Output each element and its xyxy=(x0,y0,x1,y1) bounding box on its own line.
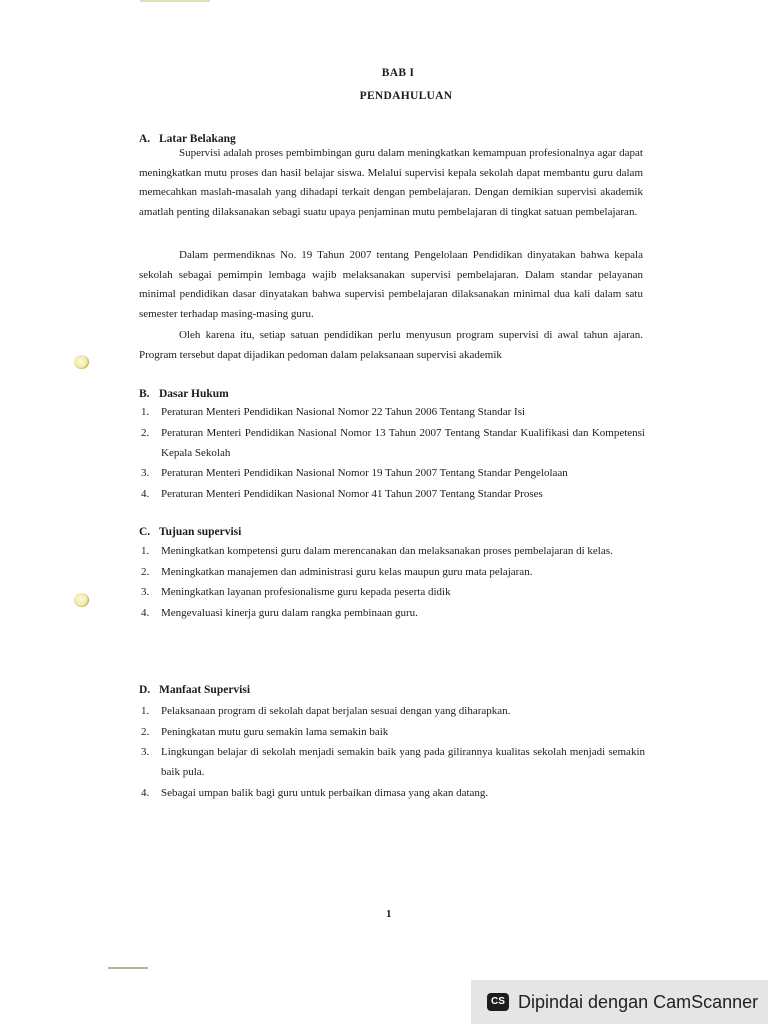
list-item-text: Meningkatkan kompetensi guru dalam merencanakan dan melaksanakan proses pembelajaran di kelas. xyxy=(161,545,613,557)
list-item xyxy=(139,484,645,504)
list-item xyxy=(139,582,645,602)
list-number: 2. xyxy=(141,725,150,738)
list-item-text: Peningkatan mutu guru semakin lama semakin baik xyxy=(161,725,389,738)
page-number: 1 xyxy=(386,908,392,920)
list-item xyxy=(139,783,645,803)
section-letter: A. xyxy=(139,133,151,145)
list-item-text: Meningkatkan manajemen dan administrasi guru kelas maupun guru mata pelajaran. xyxy=(161,565,533,578)
list-number: 4. xyxy=(141,487,150,500)
section-title: Dasar Hukum xyxy=(159,388,229,400)
list-number: 3. xyxy=(141,586,150,598)
section-letter: D. xyxy=(139,684,151,696)
list-number: 2. xyxy=(141,426,150,439)
section-title: Tujuan supervisi xyxy=(159,526,242,538)
list-number: 3. xyxy=(141,467,150,479)
list-number: 4. xyxy=(141,786,150,799)
list-item-text: Mengevaluasi kinerja guru dalam rangka pembinaan guru. xyxy=(161,606,418,619)
scan-mark xyxy=(140,0,210,2)
dasar-hukum-list xyxy=(139,402,645,504)
list-item xyxy=(139,603,645,623)
list-item-text: Lingkungan belajar di sekolah menjadi semakin baik yang pada gilirannya kualitas sekolah menjadi semakin baik pula. xyxy=(161,746,645,778)
list-item-text: Peraturan Menteri Pendidikan Nasional Nomor 41 Tahun 2007 Tentang Standar Proses xyxy=(161,487,543,500)
list-item-text: Meningkatkan layanan profesionalisme guru kepada peserta didik xyxy=(161,586,451,598)
section-title: Manfaat Supervisi xyxy=(159,684,251,696)
list-item xyxy=(139,701,645,721)
list-item-text: Peraturan Menteri Pendidikan Nasional Nomor 22 Tahun 2006 Tentang Standar Isi xyxy=(161,406,526,418)
watermark-text: Dipindai dengan CamScanner xyxy=(518,991,759,1012)
paragraph: Dalam permendiknas No. 19 Tahun 2007 tentang Pengelolaan Pendidikan dinyatakan bahwa kepala sekolah sebagai pemimpin lembaga wajib melaksanakan supervisi pembelajaran. Dalam standar pelayanan minimal pendidikan dasar dinyatakan bahwa supervisi pembelajaran dilaksanakan minimal dua kali dalam satu semester terhadap masing-masing guru. xyxy=(139,249,643,320)
list-number: 4. xyxy=(141,606,150,619)
punch-hole xyxy=(74,355,89,369)
list-number: 2. xyxy=(141,565,150,578)
section-heading-dasar-hukum xyxy=(139,388,229,400)
section-title: Latar Belakang xyxy=(159,133,236,145)
paragraph: Oleh karena itu, setiap satuan pendidikan perlu menyusun program supervisi di awal tahun ajaran. Program tersebut dapat dijadikan pedoman dalam pelaksanaan supervisi akademik xyxy=(139,329,643,361)
section-heading-manfaat-supervisi xyxy=(139,684,250,696)
camscanner-logo-icon: CS xyxy=(487,993,509,1011)
manfaat-supervisi-list xyxy=(139,701,645,803)
camscanner-watermark xyxy=(471,980,768,1024)
list-item xyxy=(139,402,645,422)
tujuan-supervisi-list xyxy=(139,541,645,623)
list-item-text: Sebagai umpan balik bagi guru untuk perbaikan dimasa yang akan datang. xyxy=(161,786,489,799)
paragraph: Supervisi adalah proses pembimbingan guru dalam meningkatkan kemampuan profesionalnya agar dapat meningkatkan mutu proses dan hasil belajar siswa. Melalui supervisi kepala sekolah dapat membantu guru dalam memecahkan maslah-masalah yang dihadapi terkait dengan pembelajaran. Dengan demikian supervisi akademik amatlah penting dilaksanakan sebagi suatu upaya penjaminan mutu pembelajaran di tingkat satuan pembelajaran. xyxy=(139,147,643,218)
list-item-text: Peraturan Menteri Pendidikan Nasional Nomor 19 Tahun 2007 Tentang Standar Pengelolaan xyxy=(161,467,568,479)
list-item-text: Pelaksanaan program di sekolah dapat berjalan sesuai dengan yang diharapkan. xyxy=(161,705,511,717)
punch-hole xyxy=(74,593,89,607)
section-letter: C. xyxy=(139,526,151,538)
section-heading-tujuan-supervisi xyxy=(139,526,241,538)
list-number: 1. xyxy=(141,406,150,418)
list-item xyxy=(139,562,645,582)
chapter-title: PENDAHULUAN xyxy=(359,90,453,102)
list-item xyxy=(139,463,645,483)
list-number: 1. xyxy=(141,545,150,557)
list-number: 3. xyxy=(141,746,150,758)
chapter-number: BAB I xyxy=(381,67,415,79)
section-letter: B. xyxy=(139,388,150,400)
list-item xyxy=(139,722,645,742)
list-item xyxy=(139,742,645,782)
list-item xyxy=(139,541,645,561)
list-number: 1. xyxy=(141,705,150,717)
list-item xyxy=(139,423,645,463)
list-item-text: Peraturan Menteri Pendidikan Nasional Nomor 13 Tahun 2007 Tentang Standar Kualifikasi dan Kompetensi Kepala Sekolah xyxy=(161,426,645,459)
scan-mark xyxy=(108,967,148,969)
